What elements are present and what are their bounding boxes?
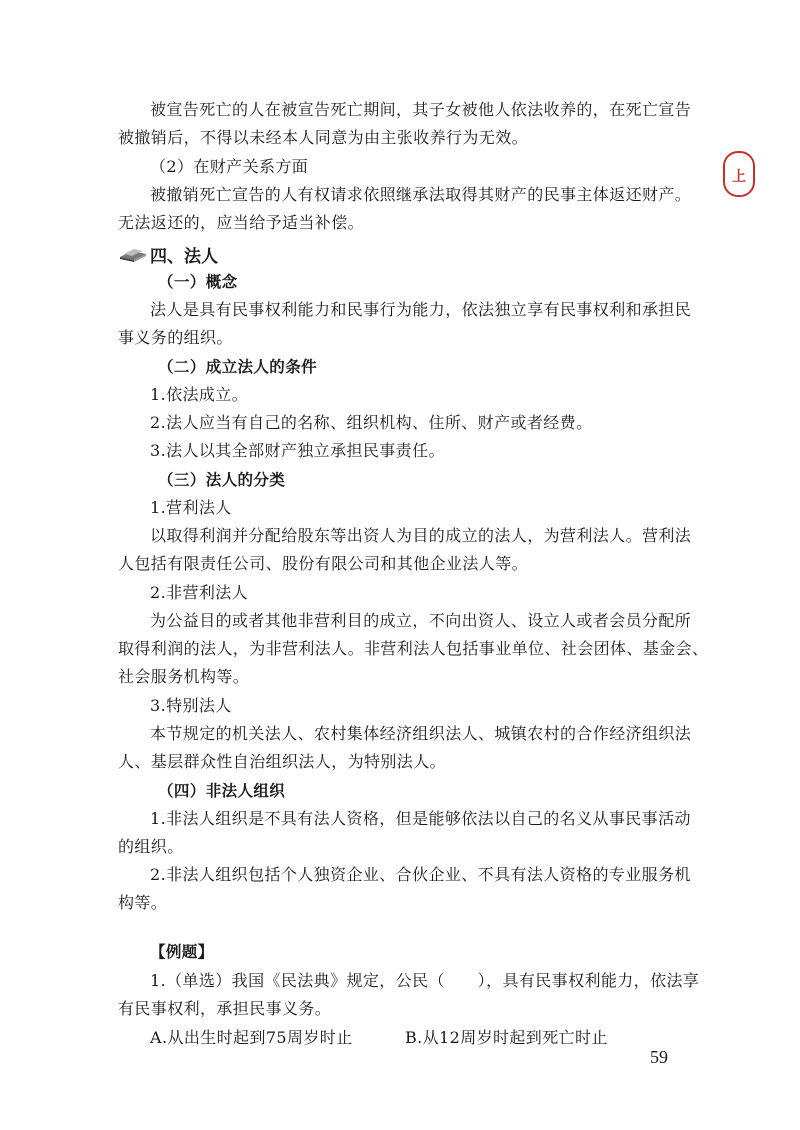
text-line: 1.非法人组织是不具有法人资格，但是能够依法以自己的名义从事民事活动 [150,809,691,828]
subsection-title: （四）非法人组织 [158,782,286,800]
svg-text:上: 上 [732,169,746,185]
list-item: 2.非营利法人 [150,583,249,602]
book-stack-icon [118,245,148,263]
text-line: 人包括有限责任公司、股份有限公司和其他企业法人等。 [118,554,529,573]
example-title: 【例题】 [150,943,214,961]
text-line: 无法返还的，应当给予适当补偿。 [118,213,365,232]
choice-b: B.从12周岁时起到死亡时止 [405,1028,608,1047]
text-line: 本节规定的机关法人、农村集体经济组织法人、城镇农村的合作经济组织法 [150,724,692,743]
seal-stamp-icon [722,150,756,198]
text-line: 被撤销死亡宣告的人有权请求依照继承法取得其财产的民事主体返还财产。 [150,185,692,204]
text-line: 1.（单选）我国《民法典》规定，公民（ ），具有民事权利能力，依法享 [150,971,700,990]
text-line: 被撤销后，不得以未经本人同意为由主张收养行为无效。 [118,128,529,147]
text-line: 以取得利润并分配给股东等出资人为目的成立的法人，为营利法人。营利法 [150,526,692,545]
text-line: 为公益目的或者其他非营利目的成立，不向出资人、设立人或者会员分配所 [150,611,692,630]
subsection-title: （二）成立法人的条件 [158,358,318,376]
text-line: 社会服务机构等。 [118,667,250,686]
text-line: 取得利润的法人，为非营利法人。非营利法人包括事业单位、社会团体、基金会、 [118,639,709,658]
page-number: 59 [650,1047,668,1067]
text-line: 构等。 [118,893,168,912]
list-item: 1.营利法人 [150,498,232,517]
section-heading-text: 四、法人 [150,246,218,267]
choice-a: A.从出生时起到75周岁时止 [150,1028,353,1047]
section-heading [118,240,218,268]
list-item: 3.特别法人 [150,696,232,715]
list-item: 2.法人应当有自己的名称、组织机构、住所、财产或者经费。 [150,413,593,432]
text-line: （2）在财产关系方面 [150,157,309,176]
text-line: 事义务的组织。 [118,328,233,347]
subsection-title: （一）概念 [158,273,238,291]
text-line: 人、基层群众性自治组织法人，为特别法人。 [118,752,447,771]
text-line: 法人是具有民事权利能力和民事行为能力，依法独立享有民事权利和承担民 [150,300,692,319]
text-line: 2.非法人组织包括个人独资企业、合伙企业、不具有法人资格的专业服务机 [150,865,691,884]
list-item: 1.依法成立。 [150,385,249,404]
text-line: 有民事权利，承担民事义务。 [118,999,332,1018]
text-line: 被宣告死亡的人在被宣告死亡期间，其子女被他人依法收养的，在死亡宣告 [150,100,692,119]
text-line: 的组织。 [118,837,184,856]
subsection-title: （三）法人的分类 [158,471,286,489]
list-item: 3.法人以其全部财产独立承担民事责任。 [150,441,445,460]
